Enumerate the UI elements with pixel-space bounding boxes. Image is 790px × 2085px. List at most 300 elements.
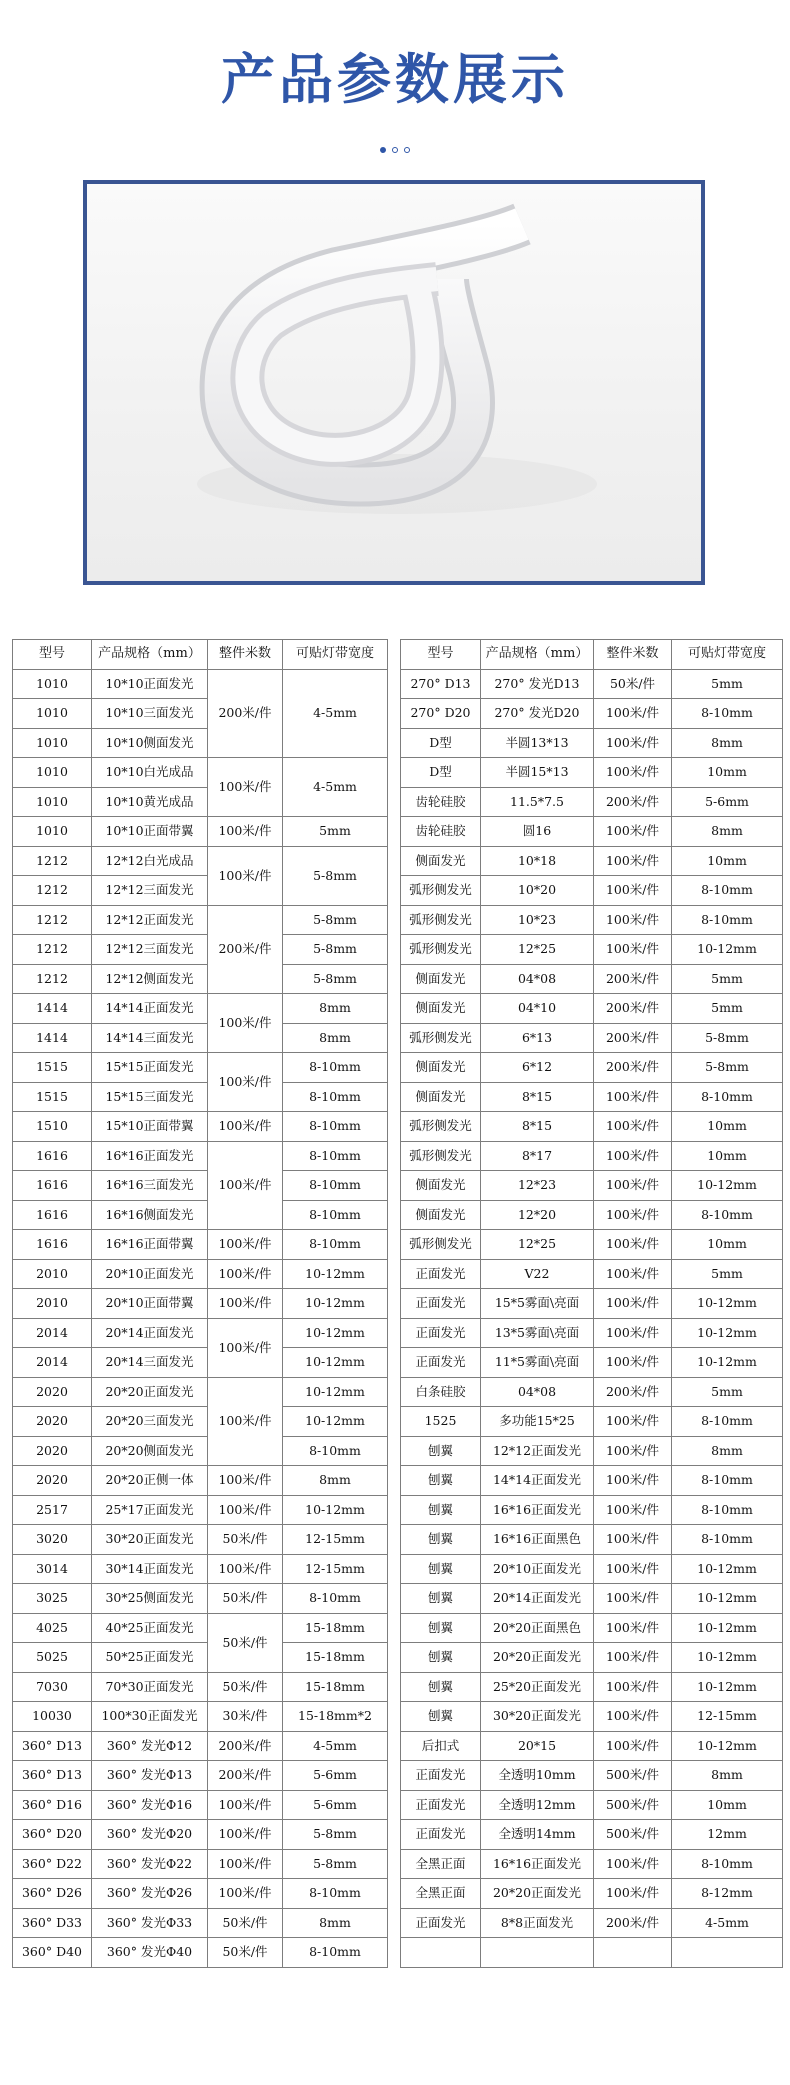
quantity-cell: 100米/件: [208, 1259, 283, 1289]
quantity-cell: 100米/件: [208, 1849, 283, 1879]
spec-cell: 6*13: [481, 1023, 594, 1053]
width-cell: 8-10mm: [672, 905, 783, 935]
dot-icon: [404, 147, 410, 153]
width-cell: 5mm: [283, 817, 388, 847]
spec-cell: 20*10正面发光: [481, 1554, 594, 1584]
width-cell: 8-10mm: [283, 1141, 388, 1171]
width-cell: 5mm: [672, 964, 783, 994]
quantity-cell: 100米/件: [594, 758, 672, 788]
model-cell: 1212: [13, 905, 92, 935]
table-row: [401, 758, 783, 788]
quantity-cell: 200米/件: [594, 964, 672, 994]
spec-cell: 14*14正面发光: [92, 994, 208, 1024]
model-cell: 弧形侧发光: [401, 876, 481, 906]
model-cell: 1212: [13, 846, 92, 876]
quantity-cell: 100米/件: [594, 1495, 672, 1525]
width-cell: 10-12mm: [672, 1731, 783, 1761]
model-cell: 270° D13: [401, 669, 481, 699]
quantity-cell: 100米/件: [594, 1407, 672, 1437]
model-cell: 齿轮硅胶: [401, 787, 481, 817]
table-row: [13, 1466, 388, 1496]
column-header: 型号: [401, 640, 481, 670]
table-row: [13, 1820, 388, 1850]
table-row: [401, 1495, 783, 1525]
model-cell: 7030: [13, 1672, 92, 1702]
table-row: [401, 1554, 783, 1584]
width-cell: 5mm: [672, 669, 783, 699]
table-row: [401, 728, 783, 758]
width-cell: 10-12mm: [283, 1348, 388, 1378]
model-cell: 刨翼: [401, 1466, 481, 1496]
table-row: [401, 1731, 783, 1761]
width-cell: 8-10mm: [283, 1112, 388, 1142]
column-header: 型号: [13, 640, 92, 670]
spec-cell: 20*20正面发光: [481, 1879, 594, 1909]
width-cell: 10-12mm: [672, 1643, 783, 1673]
spec-cell: 270° 发光D13: [481, 669, 594, 699]
quantity-cell: 100米/件: [208, 1790, 283, 1820]
spec-cell: 270° 发光D20: [481, 699, 594, 729]
model-cell: 10030: [13, 1702, 92, 1732]
model-cell: 正面发光: [401, 1790, 481, 1820]
table-row: [401, 1643, 783, 1673]
width-cell: 10-12mm: [672, 1554, 783, 1584]
width-cell: 8-10mm: [283, 1938, 388, 1968]
width-cell: 8-10mm: [283, 1584, 388, 1614]
decorative-dots: [0, 138, 790, 157]
model-cell: 360° D13: [13, 1761, 92, 1791]
spec-cell: 16*16正面发光: [481, 1849, 594, 1879]
table-row: [401, 817, 783, 847]
spec-cell: 04*10: [481, 994, 594, 1024]
width-cell: 4-5mm: [283, 758, 388, 817]
spec-cell: 30*20正面发光: [481, 1702, 594, 1732]
table-row: [401, 1790, 783, 1820]
silicone-strip-coil-icon: [87, 184, 701, 581]
spec-cell: 16*16正面黑色: [481, 1525, 594, 1555]
table-row: [401, 994, 783, 1024]
spec-cell: [481, 1938, 594, 1968]
model-cell: 侧面发光: [401, 1053, 481, 1083]
spec-cell: 14*14三面发光: [92, 1023, 208, 1053]
width-cell: 8-10mm: [672, 876, 783, 906]
spec-cell: 04*08: [481, 964, 594, 994]
quantity-cell: 200米/件: [594, 1023, 672, 1053]
quantity-cell: 100米/件: [594, 1289, 672, 1319]
spec-cell: 30*20正面发光: [92, 1525, 208, 1555]
table-row: [401, 1348, 783, 1378]
table-row: [13, 846, 388, 876]
table-row: [401, 1377, 783, 1407]
table-row: [401, 1908, 783, 1938]
table-row: [401, 935, 783, 965]
width-cell: 10-12mm: [283, 1259, 388, 1289]
table-row: [401, 699, 783, 729]
width-cell: 5mm: [672, 1377, 783, 1407]
model-cell: 1515: [13, 1053, 92, 1083]
table-row: [401, 1820, 783, 1850]
model-cell: 1212: [13, 935, 92, 965]
quantity-cell: [594, 1938, 672, 1968]
model-cell: 1212: [13, 964, 92, 994]
width-cell: 10mm: [672, 846, 783, 876]
model-cell: 360° D22: [13, 1849, 92, 1879]
table-row: [13, 1525, 388, 1555]
table-row: [13, 1938, 388, 1968]
spec-cell: 全透明14mm: [481, 1820, 594, 1850]
table-row: [401, 1289, 783, 1319]
model-cell: 弧形侧发光: [401, 1230, 481, 1260]
spec-cell: 20*14正面发光: [481, 1584, 594, 1614]
model-cell: 1616: [13, 1141, 92, 1171]
table-row: [13, 1731, 388, 1761]
table-row: [13, 1171, 388, 1201]
quantity-cell: 100米/件: [208, 994, 283, 1053]
width-cell: 8-10mm: [672, 1525, 783, 1555]
model-cell: D型: [401, 758, 481, 788]
table-row: [401, 1407, 783, 1437]
spec-cell: 11.5*7.5: [481, 787, 594, 817]
quantity-cell: 50米/件: [208, 1938, 283, 1968]
quantity-cell: 200米/件: [208, 1731, 283, 1761]
quantity-cell: 100米/件: [208, 1879, 283, 1909]
table-row: [13, 1112, 388, 1142]
quantity-cell: 500米/件: [594, 1820, 672, 1850]
width-cell: 5-8mm: [672, 1023, 783, 1053]
spec-cell: 10*10正面发光: [92, 669, 208, 699]
spec-cell: 20*14三面发光: [92, 1348, 208, 1378]
quantity-cell: 50米/件: [208, 1908, 283, 1938]
width-cell: 8-10mm: [672, 1466, 783, 1496]
model-cell: 弧形侧发光: [401, 1023, 481, 1053]
table-row: [13, 935, 388, 965]
quantity-cell: 200米/件: [594, 994, 672, 1024]
model-cell: 2020: [13, 1436, 92, 1466]
quantity-cell: 200米/件: [208, 1761, 283, 1791]
model-cell: 侧面发光: [401, 1082, 481, 1112]
width-cell: 10mm: [672, 1141, 783, 1171]
table-row: [401, 1938, 783, 1968]
width-cell: 5mm: [672, 994, 783, 1024]
width-cell: 5-8mm: [283, 1820, 388, 1850]
spec-cell: 360° 发光Φ26: [92, 1879, 208, 1909]
product-photo: [83, 180, 705, 585]
width-cell: 15-18mm: [283, 1672, 388, 1702]
quantity-cell: 100米/件: [208, 1141, 283, 1230]
width-cell: 10-12mm: [283, 1318, 388, 1348]
model-cell: 刨翼: [401, 1436, 481, 1466]
spec-cell: 20*20正面发光: [481, 1643, 594, 1673]
spec-cell: 10*18: [481, 846, 594, 876]
model-cell: 白条硅胶: [401, 1377, 481, 1407]
spec-cell: 10*10正面带翼: [92, 817, 208, 847]
table-row: [13, 1908, 388, 1938]
table-row: [13, 1289, 388, 1319]
dot-icon: [392, 147, 398, 153]
spec-cell: 360° 发光Φ13: [92, 1761, 208, 1791]
spec-cell: 360° 发光Φ16: [92, 1790, 208, 1820]
quantity-cell: 200米/件: [594, 1377, 672, 1407]
quantity-cell: 100米/件: [594, 1731, 672, 1761]
model-cell: 1212: [13, 876, 92, 906]
spec-cell: 15*15正面发光: [92, 1053, 208, 1083]
quantity-cell: 50米/件: [208, 1525, 283, 1555]
spec-cell: 12*12三面发光: [92, 876, 208, 906]
spec-cell: 20*20正面发光: [92, 1377, 208, 1407]
table-row: [13, 1613, 388, 1643]
quantity-cell: 50米/件: [208, 1584, 283, 1614]
model-cell: 正面发光: [401, 1820, 481, 1850]
width-cell: 10mm: [672, 758, 783, 788]
quantity-cell: 50米/件: [208, 1672, 283, 1702]
spec-cell: 20*20正面黑色: [481, 1613, 594, 1643]
spec-cell: 04*08: [481, 1377, 594, 1407]
spec-cell: 10*23: [481, 905, 594, 935]
model-cell: 侧面发光: [401, 964, 481, 994]
model-cell: 正面发光: [401, 1348, 481, 1378]
table-row: [401, 1525, 783, 1555]
model-cell: 1010: [13, 699, 92, 729]
spec-cell: 全透明12mm: [481, 1790, 594, 1820]
width-cell: 10-12mm: [672, 1289, 783, 1319]
model-cell: 3020: [13, 1525, 92, 1555]
table-row: [401, 905, 783, 935]
width-cell: 12-15mm: [672, 1702, 783, 1732]
spec-cell: 16*16正面发光: [92, 1141, 208, 1171]
column-header: 可贴灯带宽度: [283, 640, 388, 670]
spec-cell: 圆16: [481, 817, 594, 847]
quantity-cell: 200米/件: [594, 1053, 672, 1083]
width-cell: 8mm: [283, 1466, 388, 1496]
quantity-cell: 100米/件: [208, 817, 283, 847]
model-cell: 1515: [13, 1082, 92, 1112]
width-cell: 10mm: [672, 1112, 783, 1142]
spec-cell: 12*23: [481, 1171, 594, 1201]
column-header: 整件米数: [594, 640, 672, 670]
spec-cell: 12*20: [481, 1200, 594, 1230]
spec-cell: 半圆15*13: [481, 758, 594, 788]
model-cell: D型: [401, 728, 481, 758]
width-cell: 8-10mm: [283, 1879, 388, 1909]
width-cell: 12-15mm: [283, 1525, 388, 1555]
spec-cell: 16*16三面发光: [92, 1171, 208, 1201]
width-cell: 5-8mm: [283, 964, 388, 994]
quantity-cell: 100米/件: [594, 1643, 672, 1673]
width-cell: 8-10mm: [672, 1495, 783, 1525]
spec-cell: 20*20侧面发光: [92, 1436, 208, 1466]
spec-cell: 10*10白光成品: [92, 758, 208, 788]
table-row: [401, 1023, 783, 1053]
width-cell: 8mm: [672, 817, 783, 847]
quantity-cell: 100米/件: [594, 1613, 672, 1643]
spec-cell: 20*20正侧一体: [92, 1466, 208, 1496]
table-row: [13, 1761, 388, 1791]
width-cell: 8-10mm: [283, 1171, 388, 1201]
spec-cell: 20*14正面发光: [92, 1318, 208, 1348]
model-cell: 刨翼: [401, 1643, 481, 1673]
quantity-cell: 100米/件: [594, 1318, 672, 1348]
quantity-cell: 200米/件: [594, 787, 672, 817]
spec-cell: 8*8正面发光: [481, 1908, 594, 1938]
table-row: [13, 1790, 388, 1820]
quantity-cell: 100米/件: [594, 1584, 672, 1614]
model-cell: 正面发光: [401, 1318, 481, 1348]
width-cell: 8-10mm: [672, 1082, 783, 1112]
spec-cell: 16*16正面带翼: [92, 1230, 208, 1260]
width-cell: 10-12mm: [283, 1377, 388, 1407]
quantity-cell: 30米/件: [208, 1702, 283, 1732]
width-cell: 8-10mm: [283, 1053, 388, 1083]
quantity-cell: 100米/件: [594, 1082, 672, 1112]
table-row: [13, 1259, 388, 1289]
model-cell: 全黑正面: [401, 1879, 481, 1909]
model-cell: 1525: [401, 1407, 481, 1437]
width-cell: 10-12mm: [283, 1495, 388, 1525]
spec-cell: 多功能15*25: [481, 1407, 594, 1437]
model-cell: 侧面发光: [401, 994, 481, 1024]
table-row: [13, 1495, 388, 1525]
width-cell: 8mm: [283, 994, 388, 1024]
quantity-cell: 100米/件: [594, 1466, 672, 1496]
model-cell: 弧形侧发光: [401, 1141, 481, 1171]
model-cell: 刨翼: [401, 1554, 481, 1584]
spec-cell: 15*15三面发光: [92, 1082, 208, 1112]
model-cell: 全黑正面: [401, 1849, 481, 1879]
table-row: [13, 1318, 388, 1348]
table-row: [401, 787, 783, 817]
quantity-cell: 100米/件: [208, 1554, 283, 1584]
table-row: [401, 1171, 783, 1201]
width-cell: 8-10mm: [283, 1082, 388, 1112]
width-cell: 10-12mm: [672, 1584, 783, 1614]
quantity-cell: 100米/件: [208, 1495, 283, 1525]
model-cell: 刨翼: [401, 1525, 481, 1555]
table-row: [13, 1436, 388, 1466]
width-cell: 8-10mm: [672, 1407, 783, 1437]
quantity-cell: 100米/件: [594, 905, 672, 935]
model-cell: 正面发光: [401, 1259, 481, 1289]
spec-cell: 6*12: [481, 1053, 594, 1083]
model-cell: [401, 1938, 481, 1968]
model-cell: 侧面发光: [401, 846, 481, 876]
spec-cell: 30*14正面发光: [92, 1554, 208, 1584]
quantity-cell: 100米/件: [594, 1879, 672, 1909]
model-cell: 360° D26: [13, 1879, 92, 1909]
quantity-cell: 100米/件: [594, 1849, 672, 1879]
model-cell: 1616: [13, 1200, 92, 1230]
model-cell: 2014: [13, 1348, 92, 1378]
quantity-cell: 100米/件: [208, 846, 283, 905]
quantity-cell: 500米/件: [594, 1790, 672, 1820]
width-cell: 15-18mm: [283, 1613, 388, 1643]
quantity-cell: 100米/件: [208, 1820, 283, 1850]
spec-cell: 70*30正面发光: [92, 1672, 208, 1702]
table-row: [401, 1259, 783, 1289]
quantity-cell: 100米/件: [594, 876, 672, 906]
width-cell: 10-12mm: [672, 935, 783, 965]
table-row: [401, 1141, 783, 1171]
spec-cell: 16*16侧面发光: [92, 1200, 208, 1230]
model-cell: 正面发光: [401, 1289, 481, 1319]
column-header: 产品规格（mm）: [481, 640, 594, 670]
table-header-row: [401, 640, 783, 670]
quantity-cell: 100米/件: [594, 817, 672, 847]
width-cell: 5-8mm: [283, 1849, 388, 1879]
model-cell: 刨翼: [401, 1584, 481, 1614]
spec-cell: 全透明10mm: [481, 1761, 594, 1791]
spec-cell: 360° 发光Φ22: [92, 1849, 208, 1879]
table-row: [13, 1023, 388, 1053]
spec-cell: 360° 发光Φ40: [92, 1938, 208, 1968]
table-row: [401, 669, 783, 699]
right-spec-table: [400, 639, 783, 1968]
spec-cell: 10*10黄光成品: [92, 787, 208, 817]
quantity-cell: 100米/件: [594, 1525, 672, 1555]
spec-cell: 12*12侧面发光: [92, 964, 208, 994]
spec-cell: 10*10三面发光: [92, 699, 208, 729]
model-cell: 刨翼: [401, 1613, 481, 1643]
model-cell: 弧形侧发光: [401, 905, 481, 935]
table-row: [13, 817, 388, 847]
model-cell: 2010: [13, 1259, 92, 1289]
model-cell: 弧形侧发光: [401, 935, 481, 965]
model-cell: 3025: [13, 1584, 92, 1614]
quantity-cell: 100米/件: [594, 1554, 672, 1584]
model-cell: 刨翼: [401, 1702, 481, 1732]
table-row: [13, 1643, 388, 1673]
model-cell: 3014: [13, 1554, 92, 1584]
quantity-cell: 100米/件: [594, 1436, 672, 1466]
width-cell: 8-12mm: [672, 1879, 783, 1909]
table-row: [13, 1053, 388, 1083]
quantity-cell: 100米/件: [594, 1200, 672, 1230]
model-cell: 4025: [13, 1613, 92, 1643]
model-cell: 1616: [13, 1171, 92, 1201]
model-cell: 1414: [13, 994, 92, 1024]
table-row: [13, 1849, 388, 1879]
column-header: 整件米数: [208, 640, 283, 670]
table-row: [401, 846, 783, 876]
quantity-cell: 100米/件: [594, 935, 672, 965]
width-cell: 10mm: [672, 1230, 783, 1260]
quantity-cell: 100米/件: [208, 758, 283, 817]
model-cell: 1010: [13, 817, 92, 847]
quantity-cell: 200米/件: [594, 1908, 672, 1938]
spec-cell: 14*14正面发光: [481, 1466, 594, 1496]
quantity-cell: 100米/件: [208, 1289, 283, 1319]
width-cell: 10-12mm: [672, 1318, 783, 1348]
width-cell: [672, 1938, 783, 1968]
spec-cell: 360° 发光Φ20: [92, 1820, 208, 1850]
quantity-cell: 100米/件: [208, 1377, 283, 1466]
model-cell: 刨翼: [401, 1495, 481, 1525]
spec-cell: V22: [481, 1259, 594, 1289]
model-cell: 后扣式: [401, 1731, 481, 1761]
width-cell: 10-12mm: [283, 1289, 388, 1319]
quantity-cell: 100米/件: [594, 1112, 672, 1142]
quantity-cell: 50米/件: [594, 669, 672, 699]
width-cell: 8-10mm: [283, 1200, 388, 1230]
width-cell: 5-6mm: [672, 787, 783, 817]
table-row: [13, 994, 388, 1024]
quantity-cell: 100米/件: [594, 1259, 672, 1289]
width-cell: 10mm: [672, 1790, 783, 1820]
quantity-cell: 50米/件: [208, 1613, 283, 1672]
column-header: 可贴灯带宽度: [672, 640, 783, 670]
model-cell: 2014: [13, 1318, 92, 1348]
table-row: [401, 964, 783, 994]
table-row: [13, 1702, 388, 1732]
